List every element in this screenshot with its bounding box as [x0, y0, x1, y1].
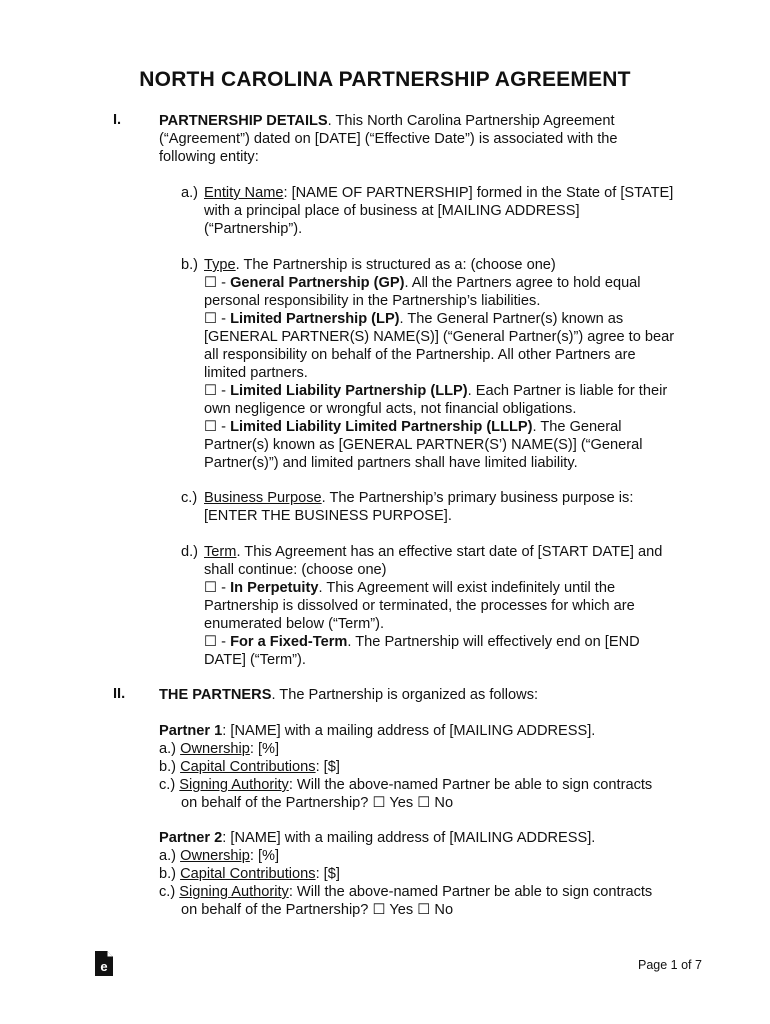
yes-label: Yes [389, 902, 414, 918]
option-text: . The General Partner(s) known as [GENERAL PARTNER(S) NAME(S)] (“General Partner(s)”) agree to bear all responsibility on behalf of the Partnership. All other Partners are limited partners. [204, 311, 675, 381]
option-text: . All the Partners agree to hold equal personal responsibility in the Partnership’s liabilities. [204, 275, 641, 309]
item-label: a.) [159, 848, 177, 864]
partner-2-signing [159, 883, 699, 901]
capital-value: : [$] [315, 866, 340, 882]
partner-2-ownership [159, 847, 699, 865]
checkbox-no[interactable]: ☐ [417, 795, 431, 811]
option-title: Limited Liability Limited Partnership (LLLP) [230, 419, 533, 435]
item-label: a.) [181, 185, 199, 201]
partner-1-text: : [NAME] with a mailing address of [MAILING ADDRESS]. [222, 723, 596, 739]
partner-2-signing-choice [159, 901, 699, 919]
capital-label: Capital Contributions [180, 866, 316, 882]
type-item [181, 256, 681, 472]
entity-name-label: Entity Name [204, 185, 284, 201]
signing-question: on behalf of the Partnership? [181, 795, 369, 811]
term-item [181, 543, 681, 669]
option-title: In Perpetuity [230, 580, 319, 596]
option-title: Limited Partnership (LP) [230, 311, 400, 327]
checkbox-general-partnership[interactable]: ☐ [204, 275, 218, 291]
ownership-label: Ownership [180, 848, 250, 864]
no-label: No [434, 795, 454, 811]
checkbox-no[interactable]: ☐ [417, 902, 431, 918]
ownership-label: Ownership [180, 741, 250, 757]
option-title: General Partnership (GP) [230, 275, 405, 291]
item-label: d.) [181, 544, 199, 560]
signing-text: : Will the above-named Partner be able to sign contracts [288, 777, 653, 793]
capital-label: Capital Contributions [180, 759, 316, 775]
checkbox-lllp[interactable]: ☐ [204, 419, 218, 435]
option-llp: ☐ - Limited Liability Partnership (LLP). Each Partner is liable for their own negligence or wrongful acts, not financial obligations. [204, 383, 668, 417]
checkbox-limited-partnership[interactable]: ☐ [204, 311, 218, 327]
signing-label: Signing Authority [179, 777, 289, 793]
option-text: . Each Partner is liable for their own negligence or wrongful acts, not financial obligations. [204, 383, 668, 417]
partner-2-label: Partner 2 [159, 830, 223, 846]
eforms-logo-icon [94, 950, 114, 977]
entity-name-text: : [NAME OF PARTNERSHIP] formed in the State of [STATE] with a principal place of business at [MAILING ADDRESS] (“Partnership”). [204, 185, 674, 237]
partner-1-signing-choice [159, 794, 699, 812]
ownership-value: : [%] [249, 741, 280, 757]
partner-2-block [159, 829, 699, 919]
page-number: Page 1 of 7 [638, 958, 702, 972]
business-purpose-label: Business Purpose [204, 490, 322, 506]
partner-2-capital [159, 865, 699, 883]
option-limited-partnership: ☐ - Limited Partnership (LP). The General Partner(s) known as [GENERAL PARTNER(S) NAME(S)] (“General Partner(s)”) agree to bear all responsibility on behalf of the Partnership. All other Partners are limited partners. [204, 311, 675, 381]
term-label: Term [204, 544, 237, 560]
business-purpose-text: . The Partnership’s primary business purpose is: [ENTER THE BUSINESS PURPOSE]. [204, 490, 634, 524]
no-label: No [434, 902, 454, 918]
option-general-partnership: ☐ - General Partnership (GP). All the Partners agree to hold equal personal responsibility in the Partnership’s liabilities. [204, 275, 641, 309]
section-1-number: I. [113, 112, 122, 128]
option-in-perpetuity: ☐ - In Perpetuity. This Agreement will exist indefinitely until the Partnership is dissolved or terminated, the processes for which are enumerated below (“Term”). [204, 580, 635, 632]
section-1-heading: PARTNERSHIP DETAILS [159, 113, 328, 129]
item-label: c.) [159, 884, 176, 900]
type-text: . The Partnership is structured as a: (choose one) [235, 257, 556, 273]
partner-2-text: : [NAME] with a mailing address of [MAILING ADDRESS]. [222, 830, 596, 846]
item-label: a.) [159, 741, 177, 757]
document-title: NORTH CAROLINA PARTNERSHIP AGREEMENT [139, 68, 631, 91]
yes-label: Yes [389, 795, 414, 811]
business-purpose-item [181, 489, 681, 525]
partner-1-ownership [159, 740, 699, 758]
checkbox-yes[interactable]: ☐ [372, 902, 386, 918]
capital-value: : [$] [315, 759, 340, 775]
term-text: . This Agreement has an effective start date of [START DATE] and shall continue: (choose one) [204, 544, 663, 578]
ownership-value: : [%] [249, 848, 280, 864]
checkbox-llp[interactable]: ☐ [204, 383, 218, 399]
item-label: b.) [181, 257, 199, 273]
section-2-text: . The Partnership is organized as follows: [271, 687, 539, 703]
checkbox-yes[interactable]: ☐ [372, 795, 386, 811]
item-label: b.) [159, 866, 177, 882]
section-2-number: II. [113, 686, 126, 702]
signing-question: on behalf of the Partnership? [181, 902, 369, 918]
option-title: Limited Liability Partnership (LLP) [230, 383, 468, 399]
option-title: For a Fixed-Term [230, 634, 348, 650]
partner-1-label: Partner 1 [159, 723, 223, 739]
signing-text: : Will the above-named Partner be able to sign contracts [288, 884, 653, 900]
option-text: . This Agreement will exist indefinitely until the Partnership is dissolved or terminated, the processes for which are enumerated below (“Term”). [204, 580, 635, 632]
section-1-text: . This North Carolina Partnership Agreement (“Agreement”) dated on [DATE] (“Effective Date”) is associated with the following entity: [159, 113, 618, 165]
type-label: Type [204, 257, 236, 273]
option-text: . The Partnership will effectively end on [END DATE] (“Term”). [204, 634, 640, 668]
item-label: c.) [159, 777, 176, 793]
option-lllp: ☐ - Limited Liability Limited Partnership (LLLP). The General Partner(s) known as [GENERAL PARTNER(S’) NAME(S)] (“General Partner(s)”) and limited partners shall have limited liability. [204, 419, 643, 471]
partner-1-signing [159, 776, 699, 794]
checkbox-fixed-term[interactable]: ☐ [204, 634, 218, 650]
section-2-intro [159, 686, 699, 704]
item-label: b.) [159, 759, 177, 775]
partner-1-capital [159, 758, 699, 776]
svg-text:e: e [100, 959, 108, 974]
option-fixed-term: ☐ - For a Fixed-Term. The Partnership will effectively end on [END DATE] (“Term”). [204, 634, 640, 668]
entity-name-item [181, 184, 681, 238]
option-text: . The General Partner(s) known as [GENERAL PARTNER(S’) NAME(S)] (“General Partner(s)”) and limited partners shall have limited liability. [204, 419, 643, 471]
partner-1-block [159, 722, 699, 812]
section-2-heading: THE PARTNERS [159, 687, 272, 703]
section-1-intro [159, 112, 659, 166]
signing-label: Signing Authority [179, 884, 289, 900]
item-label: c.) [181, 490, 198, 506]
checkbox-in-perpetuity[interactable]: ☐ [204, 580, 218, 596]
